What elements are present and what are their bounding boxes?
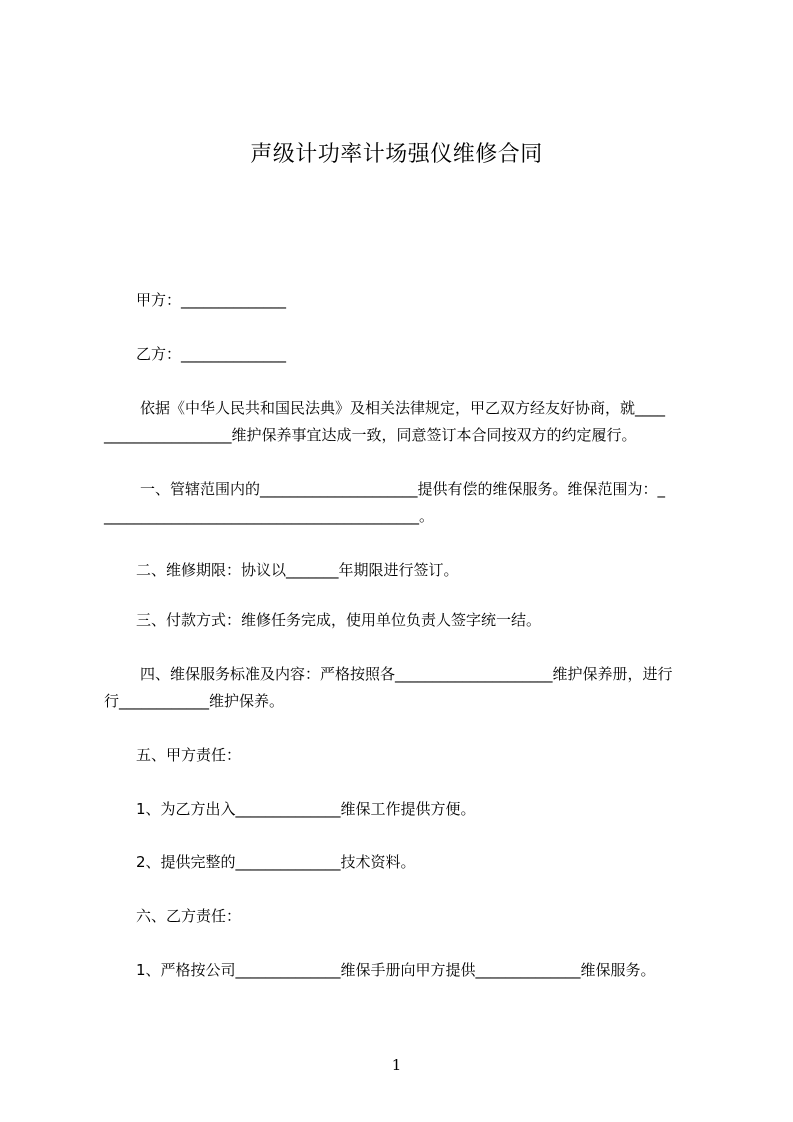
clause-5-heading: 五、甲方责任：: [136, 746, 242, 764]
preamble-line-2: _________________维护保养事宜达成一致，同意签订本合同按双方的约定履行。: [104, 426, 637, 444]
page-number: 1: [391, 1056, 402, 1074]
clause-5-item-2: 2、提供完整的______________技术资料。: [136, 853, 416, 871]
clause-1-line-1: 一、管辖范围内的_____________________提供有偿的维保服务。维保范围为：_: [140, 480, 666, 498]
clause-5-item-1: 1、为乙方出入______________维保工作提供方便。: [136, 800, 476, 818]
clause-6-item-1: 1、严格按公司______________维保手册向甲方提供______________维保服务。: [136, 961, 656, 979]
clause-6-heading: 六、乙方责任：: [136, 907, 242, 925]
clause-1-line-2: __________________________________________。: [104, 507, 435, 525]
clause-2-line: 二、维修期限：协议以_______年期限进行签订。: [136, 561, 459, 579]
party-b-line: 乙方：______________: [136, 345, 287, 363]
clause-3-line: 三、付款方式：维修任务完成，使用单位负责人签字统一结。: [136, 611, 542, 629]
document-title: 声级计功率计场强仪维修合同: [250, 142, 543, 167]
clause-4-line-1: 四、维保服务标准及内容：严格按照各_____________________维护保养册，进行: [140, 665, 673, 683]
party-a-line: 甲方：______________: [136, 291, 287, 309]
clause-4-line-2: 行____________维护保养。: [104, 692, 285, 710]
preamble-line-1: 依据《中华人民共和国民法典》及相关法律规定，甲乙双方经友好协商，就____: [140, 399, 666, 417]
